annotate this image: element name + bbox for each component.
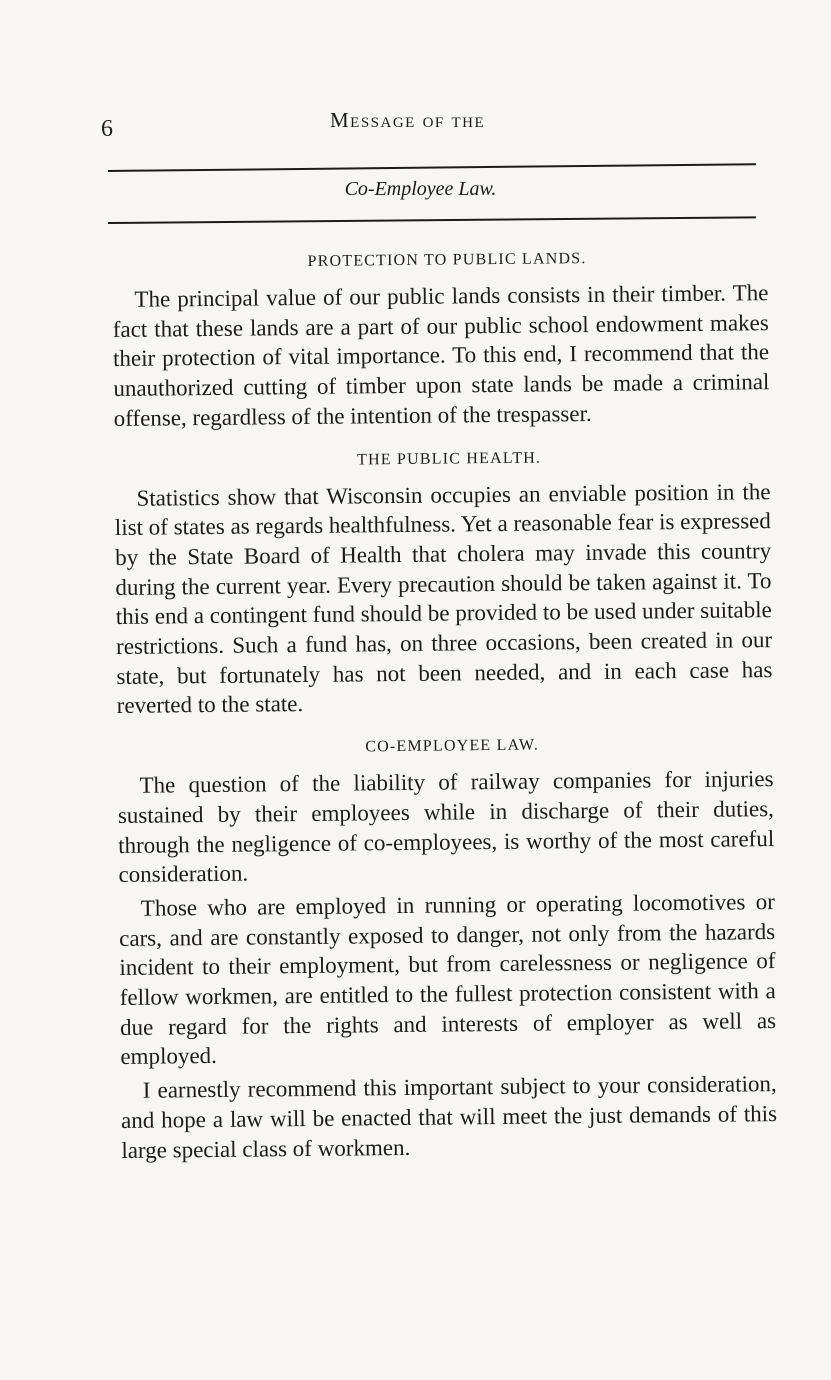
page-header	[0, 108, 831, 148]
page-number: 6	[101, 116, 113, 142]
header-rule-bottom	[108, 216, 756, 224]
section-heading-co-employee-law: CO-EMPLOYEE LAW.	[365, 736, 540, 756]
header-rule-top	[108, 163, 756, 172]
section-heading-public-lands: PROTECTION TO PUBLIC LANDS.	[307, 250, 587, 270]
section-heading-public-health: THE PUBLIC HEALTH.	[357, 449, 542, 468]
body-text	[112, 248, 777, 1165]
paragraph-co-employee-2: Those who are employed in running or operating locomotives or cars, and are constantly exposed to danger, not only from the hazards incident to their employment, but from carelessness or negligence of fellow workmen, are entitled to the fullest protection consistent with a due regard for the rights and interests of employer as well as employed.	[119, 889, 777, 1070]
paragraph-public-lands: The principal value of our public lands consists in their timber. The fact that these lands are a part of our public school endowment makes their protection of vital importance. To this end, I recommend that the unauthorized cutting of timber upon state lands be made a criminal offense, regardless of the intention of the trespasser.	[112, 280, 770, 431]
paragraph-co-employee-1: The question of the liability of railway companies for injuries sustained by their employees while in discharge of their duties, through the negligence of co-employees, is worthy of the most careful consideration.	[117, 766, 775, 888]
section-subheading: Co-Employee Law.	[344, 178, 497, 200]
running-title: Message of the	[330, 108, 486, 132]
paragraph-public-health: Statistics show that Wisconsin occupies an enviable position in the list of states as regards healthfulness. Yet a reasonable fear is expressed by the State Board of Health that cholera may invade this country during the current year. Every precaution should be taken against it. To this end a contingent fund should be provided to be used under suitable restrictions. Such a fund has, on three occasions, been created in our state, but fortunately has not been needed, and in each case has reverted to the state.	[114, 478, 773, 719]
paragraph-co-employee-3: I earnestly recommend this important subject to your consideration, and hope a law will be enacted that will meet the just demands of this large special class of workmen.	[120, 1071, 778, 1163]
